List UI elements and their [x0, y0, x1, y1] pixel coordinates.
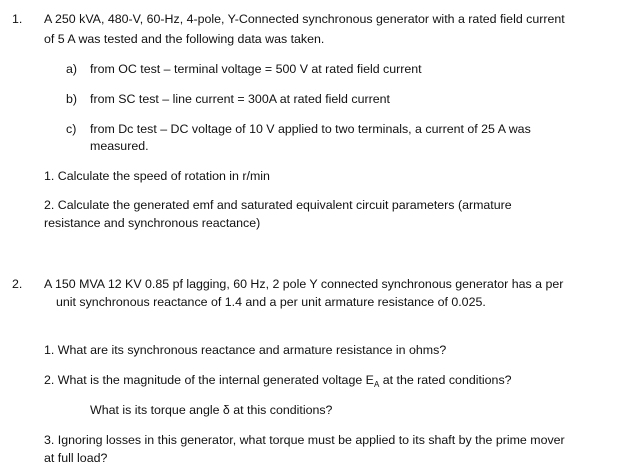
q2-task-2b: What is its torque angle δ at this conditions?: [90, 403, 333, 417]
q1-item-a-text: from OC test – terminal voltage = 500 V at rated field current: [90, 62, 422, 76]
q1-item-c-marker: c): [66, 122, 77, 136]
q1-text-line1: A 250 kVA, 480-V, 60-Hz, 4-pole, Y-Connected synchronous generator with a rated field current: [44, 12, 565, 26]
q1-task-1: 1. Calculate the speed of rotation in r/min: [44, 169, 270, 183]
q2-task-3-line2: at full load?: [44, 451, 108, 465]
q2-task-2-pre: 2. What is the magnitude of the internal generated voltage E: [44, 373, 374, 387]
q2-number: 2.: [12, 277, 23, 291]
q1-text-line2: of 5 A was tested and the following data was taken.: [44, 32, 325, 46]
q1-task-2-line2: resistance and synchronous reactance): [44, 216, 261, 230]
q1-item-b-text: from SC test – line current = 300A at rated field current: [90, 92, 390, 106]
q2-task-3-line1: 3. Ignoring losses in this generator, what torque must be applied to its shaft by the prime mover: [44, 433, 565, 447]
q1-item-c-text2: measured.: [90, 139, 149, 153]
q1-item-c-text: from Dc test – DC voltage of 10 V applied to two terminals, a current of 25 A was: [90, 122, 531, 136]
q1-task-2-line1: 2. Calculate the generated emf and saturated equivalent circuit parameters (armature: [44, 198, 512, 212]
q2-text-line2: unit synchronous reactance of 1.4 and a per unit armature resistance of 0.025.: [56, 295, 486, 309]
q1-item-a-marker: a): [66, 62, 78, 76]
q2-text-line1: A 150 MVA 12 KV 0.85 pf lagging, 60 Hz, 2 pole Y connected synchronous generator has a per: [44, 277, 564, 291]
q2-task-2: [44, 372, 512, 390]
q2-task-1: 1. What are its synchronous reactance and armature resistance in ohms?: [44, 343, 447, 357]
q1-item-b-marker: b): [66, 92, 78, 106]
q2-task-2-subscript: A: [373, 380, 380, 389]
q1-number: 1.: [12, 12, 23, 26]
q2-task-2-post: at the rated conditions?: [379, 373, 512, 387]
